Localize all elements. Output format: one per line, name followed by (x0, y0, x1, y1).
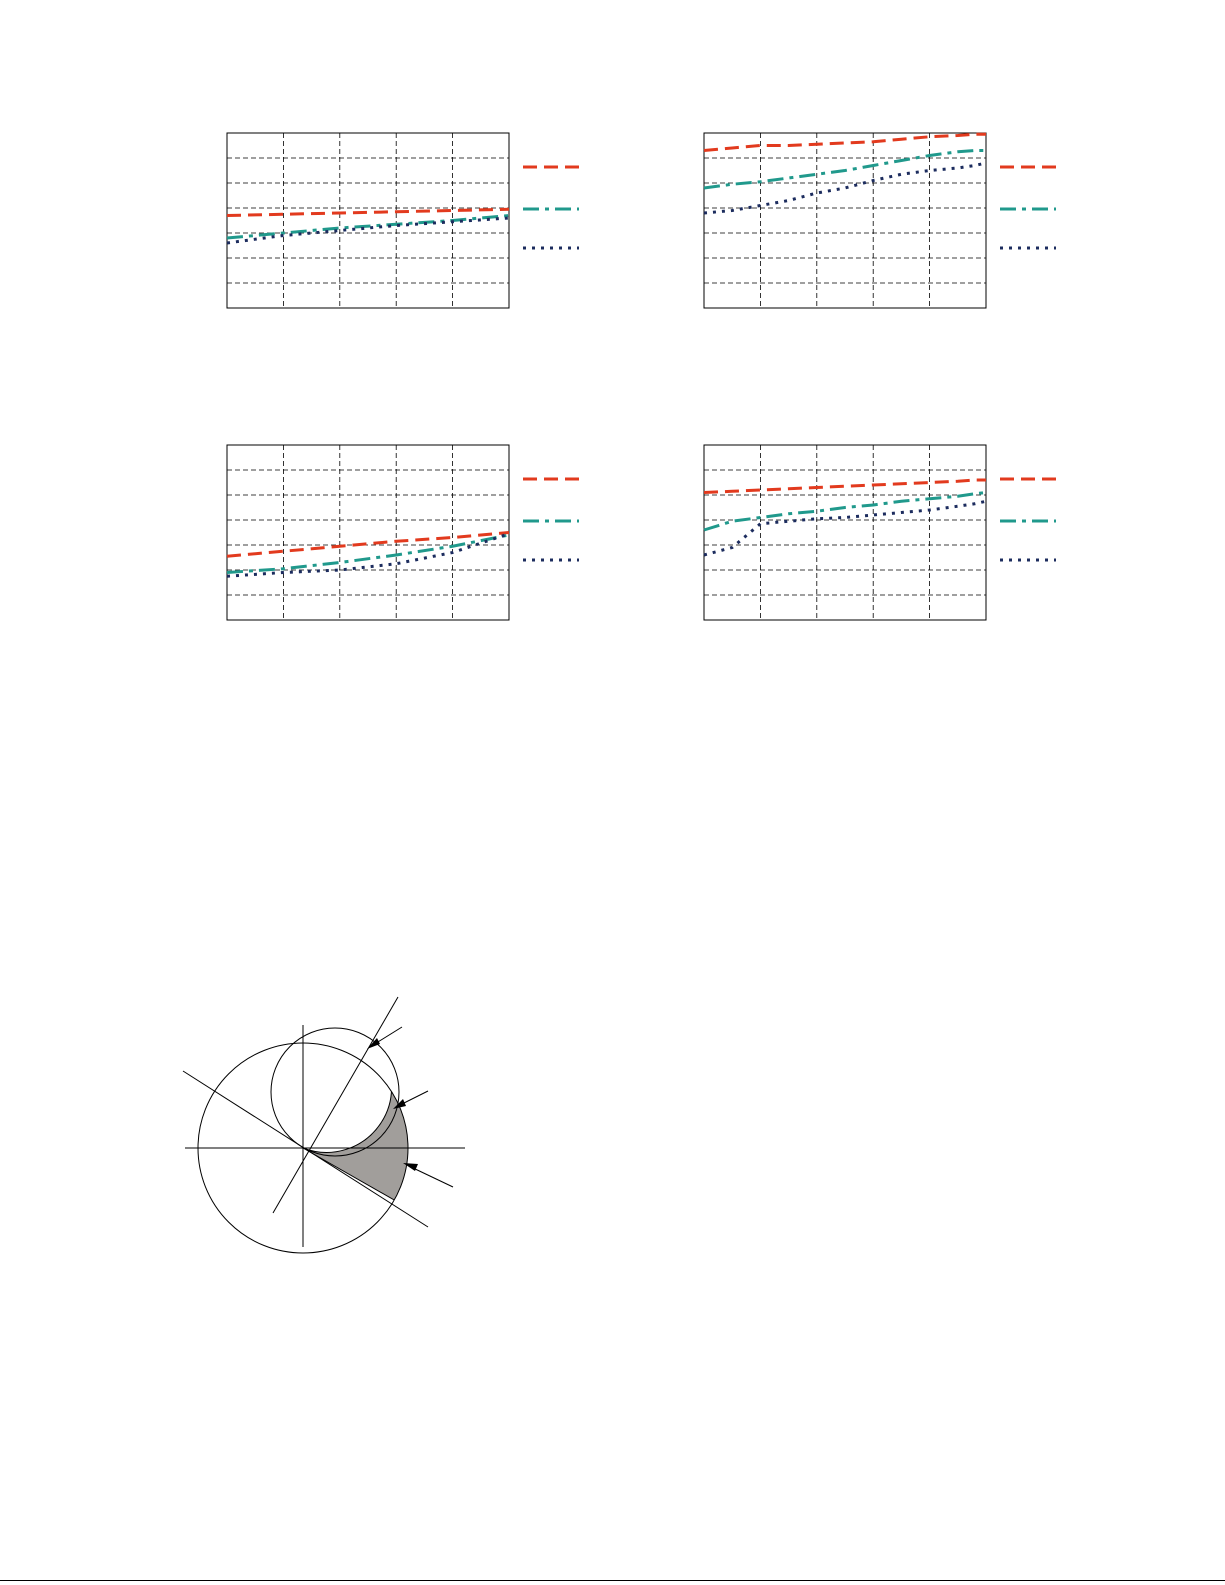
plot-frame (704, 133, 986, 308)
series-line-1 (704, 480, 986, 493)
line-chart-top-left (210, 120, 630, 320)
series-line-3 (704, 501, 986, 555)
plot-frame (227, 133, 509, 308)
plot-frame (704, 445, 986, 620)
line-chart-bottom-right (687, 432, 1107, 632)
series-line-3 (227, 218, 509, 243)
series-line-1 (227, 209, 509, 215)
circle-diagram (170, 985, 490, 1255)
page-footer-rule (0, 1580, 1225, 1581)
shaded-region (303, 1043, 424, 1205)
series-line-2 (227, 216, 509, 239)
chart-svg (210, 432, 630, 632)
series-line-1 (704, 134, 986, 150)
arrow-bottom (403, 1163, 453, 1187)
arrow-top (367, 1027, 402, 1049)
line-chart-bottom-left (210, 432, 630, 632)
chart-svg (210, 120, 630, 320)
line-chart-top-right (687, 120, 1107, 320)
series-line-1 (227, 533, 509, 557)
chart-svg (687, 432, 1107, 632)
chart-svg (687, 120, 1107, 320)
series-line-2 (704, 493, 986, 531)
plot-frame (227, 445, 509, 620)
